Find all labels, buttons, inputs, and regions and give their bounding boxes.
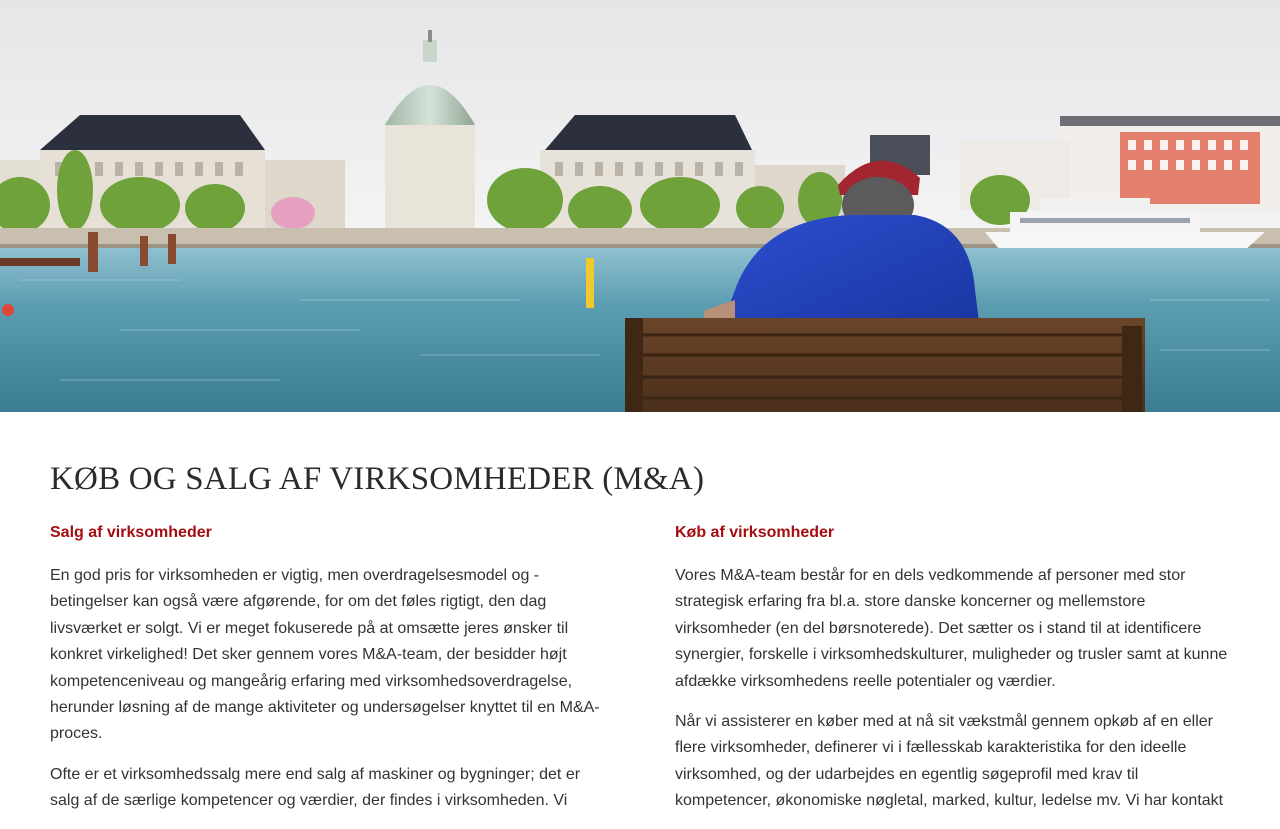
sale-paragraph: Ofte er et virksomhedssalg mere end salg af maskiner og bygninger; det er salg af de særlige kompetencer og værdier, der findes i virksomheden. Vi bbox=[50, 765, 581, 810]
sale-heading: Salg af virksomheder bbox=[50, 524, 212, 541]
hero-illustration bbox=[0, 0, 1280, 412]
main-content bbox=[0, 412, 1280, 810]
page-title: KØB OG SALG AF VIRKSOMHEDER (M&A) bbox=[50, 461, 705, 497]
hero-image bbox=[0, 0, 1280, 412]
purchase-paragraph: Vores M&A-team består for en dels vedkommende af personer med stor strategisk erfaring fra bl.a. store danske koncerner og mellemstore virksomheder (en del børsnoterede). Det sætter os i stand til at identificere synergier, forskelle i virksomhedskulturer, muligheder og trusler samt at kunne afdække virksomhedens reelle potentialer og værdier. bbox=[675, 567, 1228, 690]
purchase-heading: Køb af virksomheder bbox=[675, 524, 835, 541]
sale-section bbox=[50, 523, 606, 829]
purchase-paragraph: Når vi assisterer en køber med at nå sit vækstmål gennem opkøb af en eller flere virksomheder, definerer vi i fællesskab karakteristika for den ideelle virksomhed, og der udarbejdes en egentlig søgeprofil med krav til kompetencer, økonomiske nøgletal, marked, kultur, ledelse mv. Vi har kontakt bbox=[675, 713, 1224, 810]
purchase-section bbox=[675, 523, 1231, 829]
sale-paragraph: En god pris for virksomheden er vigtig, men overdragelsesmodel og -betingelser kan også være afgørende, for om det føles rigtigt, den dag livsværket er solgt. Vi er meget fokuserede på at omsætte jeres ønsker til konkret virkelighed! Det sker gennem vores M&A-team, der besidder højt kompetenceniveau og mangeårig erfaring med virksomhedsoverdragelse, herunder løsning af de mange aktiviteter og undersøgelser knyttet til en M&A-proces. bbox=[50, 567, 600, 743]
